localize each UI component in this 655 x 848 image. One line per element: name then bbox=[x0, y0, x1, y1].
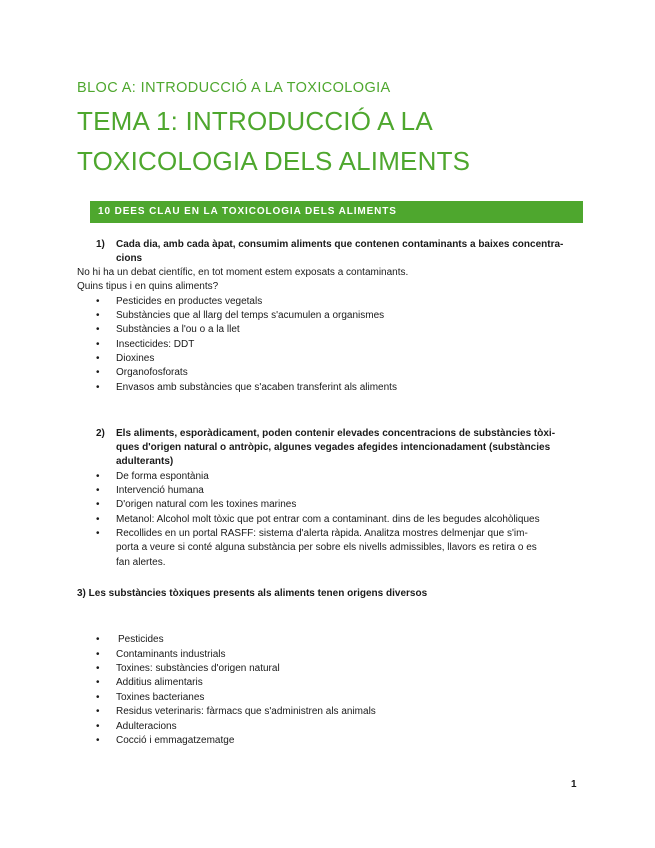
tema-title: TEMA 1: INTRODUCCIÓ A LA TOXICOLOGIA DELS ALIMENTS bbox=[77, 106, 471, 176]
list-item-text: Organofosforats bbox=[116, 367, 188, 378]
section2-heading-line3: adulterants) bbox=[116, 456, 174, 467]
list-item-text: Substàncies que al llarg del temps s'acumulen a organismes bbox=[116, 310, 385, 321]
list-item-text: Substàncies a l'ou o a la llet bbox=[116, 324, 240, 335]
rasff-line1: Recollides en un portal RASFF: sistema d'alerta ràpida. Analitza mostres delmenjar que s'im- bbox=[116, 528, 528, 539]
bullet-icon: • bbox=[96, 634, 100, 645]
bullet-icon: • bbox=[96, 471, 100, 482]
list-item-text: Pesticides bbox=[118, 634, 164, 645]
section-banner: 10 DEES CLAU EN LA TOXICOLOGIA DELS ALIMENTS bbox=[90, 201, 583, 223]
list-item-text: Metanol: Alcohol molt tòxic que pot entrar com a contaminant. dins de les begudes alcohòliques bbox=[116, 514, 540, 525]
bullet-icon: • bbox=[96, 677, 100, 688]
bullet-icon: • bbox=[96, 663, 100, 674]
bullet-icon: • bbox=[96, 528, 100, 539]
bullet-icon: • bbox=[96, 692, 100, 703]
list-item-text: Cocció i emmagatzematge bbox=[116, 735, 235, 746]
bullet-icon: • bbox=[96, 367, 100, 378]
bullet-icon: • bbox=[96, 649, 100, 660]
bullet-icon: • bbox=[96, 706, 100, 717]
list-item-text: Residus veterinaris: fàrmacs que s'administren als animals bbox=[116, 706, 376, 717]
section2-number: 2) bbox=[96, 428, 105, 439]
bullet-icon: • bbox=[96, 514, 100, 525]
list-item-text: Toxines: substàncies d'origen natural bbox=[116, 663, 280, 674]
bullet-icon: • bbox=[96, 353, 100, 364]
section1-para2: Quins tipus i en quins aliments? bbox=[77, 281, 219, 292]
list-item-text: Insecticides: DDT bbox=[116, 339, 195, 350]
bullet-icon: • bbox=[96, 499, 100, 510]
bullet-icon: • bbox=[96, 485, 100, 496]
section3-heading: 3) Les substàncies tòxiques presents als aliments tenen origens diversos bbox=[77, 588, 428, 599]
list-item-text: Envasos amb substàncies que s'acaben transferint als aliments bbox=[116, 382, 397, 393]
bullet-icon: • bbox=[96, 382, 100, 393]
page-number: 1 bbox=[571, 779, 577, 790]
section1-para1: No hi ha un debat científic, en tot moment estem exposats a contaminants. bbox=[77, 267, 409, 278]
list-item-text: Additius alimentaris bbox=[116, 677, 203, 688]
bullet-icon: • bbox=[96, 310, 100, 321]
list-item-text: Adulteracions bbox=[116, 721, 177, 732]
rasff-line3: fan alertes. bbox=[116, 557, 166, 568]
section2-heading-line1: Els aliments, esporàdicament, poden contenir elevades concentracions de substàncies tòxi- bbox=[116, 428, 556, 439]
list-item-text: Contaminants industrials bbox=[116, 649, 226, 660]
section1-number: 1) bbox=[96, 239, 105, 250]
section1-heading-line2: cions bbox=[116, 253, 143, 264]
list-item-text: Pesticides en productes vegetals bbox=[116, 296, 263, 307]
section2-heading-line2: ques d'origen natural o antròpic, algunes vegades afegides intencionadament (substàncies bbox=[116, 442, 551, 453]
bullet-icon: • bbox=[96, 735, 100, 746]
rasff-line2: porta a veure si conté alguna substància per sobre els nivells admissibles, llavors es retira o es bbox=[116, 542, 537, 553]
bullet-icon: • bbox=[96, 324, 100, 335]
list-item-text: Dioxines bbox=[116, 353, 155, 364]
bullet-icon: • bbox=[96, 339, 100, 350]
bloc-title: BLOC A: INTRODUCCIÓ A LA TOXICOLOGIA bbox=[77, 80, 391, 96]
section1-heading-line1: Cada dia, amb cada àpat, consumim aliments que contenen contaminants a baixes concentra- bbox=[116, 239, 564, 250]
list-item-text: Intervenció humana bbox=[116, 485, 204, 496]
list-item-text: De forma espontània bbox=[116, 471, 209, 482]
bullet-icon: • bbox=[96, 721, 100, 732]
list-item-text: D'origen natural com les toxines marines bbox=[116, 499, 297, 510]
bullet-icon: • bbox=[96, 296, 100, 307]
list-item-text: Toxines bacterianes bbox=[116, 692, 205, 703]
